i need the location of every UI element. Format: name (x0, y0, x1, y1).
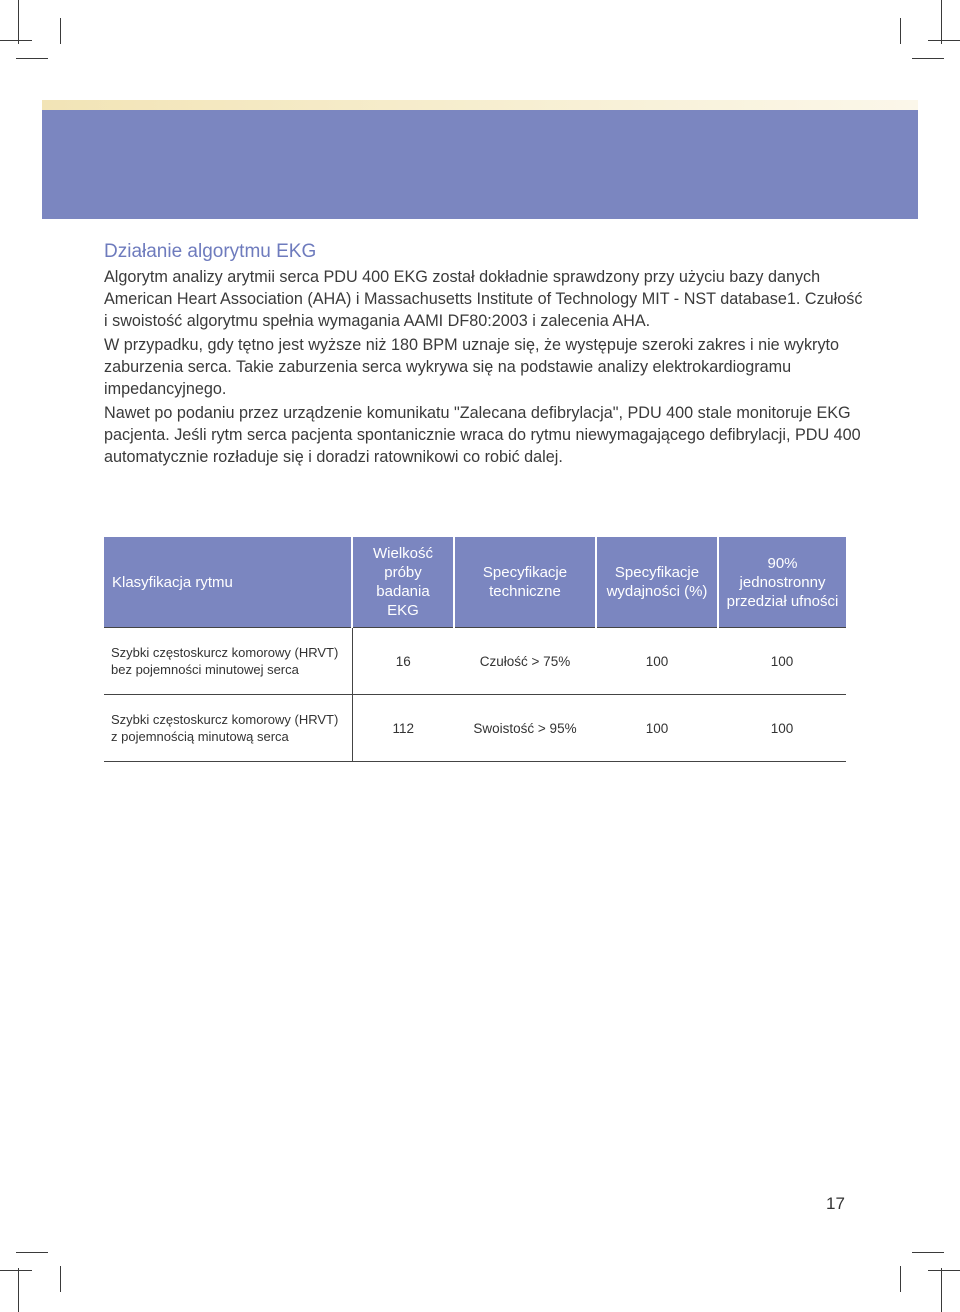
paragraph: Nawet po podaniu przez urządzenie komunikatu "Zalecana defibrylacja", PDU 400 stale monitoruje EKG pacjenta. Jeśli rytm serca pacjenta spontanicznie wraca do rytmu niewymagającego defibrylacji, PDU 400 automatycznie rozładuje się i doradzi ratownikowi co robić dalej. (104, 404, 861, 466)
table-cell: 100 (596, 695, 718, 762)
table-cell: 100 (718, 628, 846, 695)
crop-mark (0, 40, 32, 41)
crop-mark (941, 1268, 942, 1312)
crop-mark (18, 1268, 19, 1312)
table-cell: Szybki częstoskurcz komorowy (HRVT) bez pojemności minutowej serca (104, 628, 352, 695)
crop-mark (16, 1252, 48, 1253)
table-row (104, 628, 846, 695)
header-band (42, 110, 918, 219)
table-cell: Swoistość > 95% (454, 695, 596, 762)
crop-mark (60, 18, 61, 44)
header-stripe (42, 100, 918, 110)
table-cell: Szybki częstoskurcz komorowy (HRVT) z pojemnością minutową serca (104, 695, 352, 762)
table-header-row (104, 537, 846, 628)
table-header-cell: Klasyfikacja rytmu (104, 537, 352, 628)
section-title: Działanie algorytmu EKG (104, 241, 317, 262)
page-number: 17 (826, 1194, 845, 1213)
crop-mark (928, 1270, 960, 1271)
table-cell: 100 (596, 628, 718, 695)
table-header-cell: Specyfikacje techniczne (454, 537, 596, 628)
crop-mark (928, 40, 960, 41)
table-header-cell: Wielkość próby badania EKG (352, 537, 454, 628)
crop-mark (912, 1252, 944, 1253)
table-row (104, 695, 846, 762)
paragraph: Algorytm analizy arytmii serca PDU 400 EKG został dokładnie sprawdzony przy użyciu bazy danych American Heart Association (AHA) i Massachusetts Institute of Technology MIT - NST database1. Czułość i swoistość algorytmu spełnia wymagania AAMI DF80:2003 i zalecenia AHA. (104, 268, 863, 330)
crop-mark (60, 1266, 61, 1292)
table-header-cell: Specyfikacje wydajności (%) (596, 537, 718, 628)
crop-mark (18, 0, 19, 44)
table-cell: 112 (352, 695, 454, 762)
specification-table (104, 537, 846, 762)
crop-mark (16, 58, 48, 59)
table-cell: 100 (718, 695, 846, 762)
section-content (104, 240, 864, 468)
crop-mark (900, 1266, 901, 1292)
table-cell: Czułość > 75% (454, 628, 596, 695)
paragraph: W przypadku, gdy tętno jest wyższe niż 180 BPM uznaje się, że występuje szeroki zakres i nie wykryto zaburzenia serca. Takie zaburzenia serca wykrywa się na podstawie analizy elektrokardiogramu impedancyjnego. (104, 336, 840, 398)
table-cell: 16 (352, 628, 454, 695)
crop-mark (941, 0, 942, 44)
crop-mark (900, 18, 901, 44)
crop-mark (912, 58, 944, 59)
crop-mark (0, 1270, 32, 1271)
table-header-cell: 90% jednostronny przedział ufności (718, 537, 846, 628)
